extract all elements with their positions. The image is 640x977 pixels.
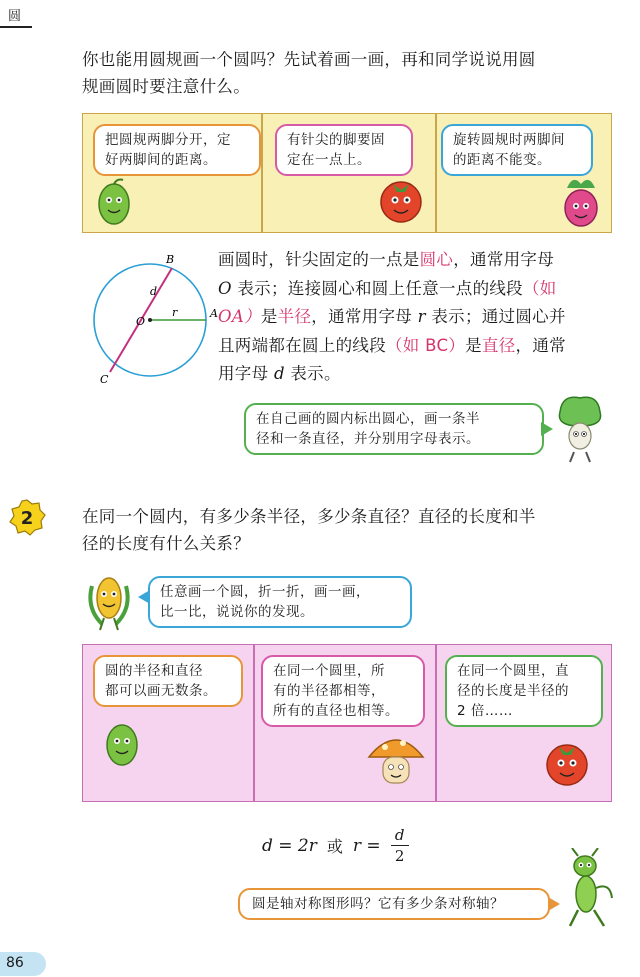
task-bubble bbox=[244, 403, 544, 455]
finding-3-line-3: 2 倍…… bbox=[457, 703, 513, 719]
definition-text: ，通常用字母 bbox=[311, 307, 418, 326]
formula-or: 或 bbox=[326, 837, 343, 857]
final-question-bubble bbox=[238, 888, 550, 920]
chapter-tab-label: 圆 bbox=[8, 9, 22, 24]
intro-line-1: 你也能用圆规画一个圆吗？先试着画一画，再和同学说说用圆 bbox=[82, 50, 536, 69]
finding-bubble-2 bbox=[261, 655, 425, 727]
formula-rhs-left: r = bbox=[352, 835, 381, 856]
label-d: d bbox=[150, 285, 158, 298]
formula-lhs: d = 2r bbox=[262, 835, 317, 856]
hint-line-2: 比一比，说说你的发现。 bbox=[160, 604, 314, 620]
question-2-line-1: 在同一个圆内，有多少条半径，多少条直径？直径的长度和半 bbox=[82, 507, 536, 526]
letter-d: d bbox=[273, 364, 285, 383]
definition-text: 是 bbox=[260, 307, 278, 326]
tomato-character-icon bbox=[537, 733, 597, 793]
tip-2-line-1: 有针尖的脚要固 bbox=[287, 132, 385, 148]
label-O: O bbox=[136, 315, 146, 328]
tomato-character-icon bbox=[371, 170, 429, 230]
finding-3-line-2: 径的长度是半径的 bbox=[457, 683, 569, 699]
term-radius: 半径 bbox=[277, 307, 312, 326]
mango-character-icon bbox=[89, 174, 139, 230]
definition-text: ，通常 bbox=[515, 335, 566, 355]
mushroom-character-icon bbox=[363, 729, 429, 797]
definition-text: 表示。 bbox=[284, 364, 341, 383]
fraction-bar bbox=[391, 845, 409, 846]
diameter-radius-formula bbox=[262, 826, 409, 865]
tip-3-line-2: 的距离不能变。 bbox=[453, 152, 551, 168]
panel-divider bbox=[435, 645, 437, 801]
question-2-line-2: 径的长度有什么关系？ bbox=[82, 534, 250, 553]
example-open: （如 bbox=[522, 278, 557, 298]
letter-r: r bbox=[417, 307, 426, 326]
tip-1-line-1: 把圆规两脚分开，定 bbox=[105, 132, 231, 148]
tip-bubble-2 bbox=[275, 124, 413, 176]
finding-1-line-2: 都可以画无数条。 bbox=[105, 683, 217, 699]
finding-bubble-3 bbox=[445, 655, 603, 727]
label-A: A bbox=[210, 307, 218, 320]
finding-3-line-1: 在同一个圆里，直 bbox=[457, 663, 569, 679]
tip-bubble-1 bbox=[93, 124, 261, 176]
definition-paragraph bbox=[218, 246, 618, 389]
finding-2-line-1: 在同一个圆里，所 bbox=[273, 663, 385, 679]
corn-character-icon bbox=[82, 568, 136, 632]
question-number-badge bbox=[8, 498, 46, 536]
lettuce-character-icon bbox=[552, 392, 608, 464]
definition-text: 是 bbox=[465, 335, 482, 355]
definition-text: 画圆时，针尖固定的一点是 bbox=[218, 250, 420, 269]
intro-line-2: 规画圆时要注意什么。 bbox=[82, 77, 250, 96]
grasshopper-character-icon bbox=[558, 848, 616, 928]
tip-bubble-3 bbox=[441, 124, 593, 176]
task-line-1: 在自己画的圆内标出圆心，画一条半 bbox=[256, 411, 480, 427]
page-number-text: 86 bbox=[6, 955, 24, 971]
definition-line-2 bbox=[218, 275, 618, 304]
hint-line-1: 任意画一个圆，折一折，画一画， bbox=[160, 584, 370, 600]
definition-text: ，通常用字母 bbox=[453, 250, 555, 269]
question-2-text bbox=[82, 503, 622, 557]
question-number: 2 bbox=[20, 508, 34, 529]
mango-character-icon bbox=[97, 715, 147, 773]
chapter-tab bbox=[0, 0, 32, 28]
definition-text: 用字母 bbox=[218, 364, 274, 383]
center-point bbox=[148, 318, 152, 322]
term-diameter: 直径 bbox=[481, 335, 516, 355]
label-C: C bbox=[100, 373, 109, 386]
fraction-numerator: d bbox=[394, 826, 405, 844]
findings-panel bbox=[82, 644, 612, 802]
radish-character-icon bbox=[553, 174, 609, 232]
page-number bbox=[0, 952, 46, 976]
formula-fraction bbox=[391, 826, 409, 865]
finding-2-line-3: 所有的直径也相等。 bbox=[273, 703, 399, 719]
circle-diagram bbox=[70, 250, 220, 390]
finding-2-line-2: 有的半径都相等， bbox=[273, 683, 385, 699]
definition-line-1 bbox=[218, 246, 618, 275]
tip-1-line-2: 好两脚间的距离。 bbox=[105, 152, 217, 168]
example-BC: （如 BC） bbox=[386, 335, 466, 355]
definition-line-4 bbox=[218, 332, 618, 361]
tips-panel bbox=[82, 113, 612, 233]
definition-line-5 bbox=[218, 360, 618, 389]
panel-divider bbox=[261, 114, 263, 232]
hint-bubble bbox=[148, 576, 412, 628]
task-line-2: 径和一条直径，并分别用字母表示。 bbox=[256, 431, 480, 447]
label-B: B bbox=[166, 253, 175, 266]
panel-divider bbox=[253, 645, 255, 801]
term-center: 圆心 bbox=[419, 250, 454, 269]
intro-paragraph bbox=[82, 46, 622, 100]
definition-text: 表示；连接圆心和圆上任意一点的线段 bbox=[231, 278, 523, 298]
tip-3-line-1: 旋转圆规时两脚间 bbox=[453, 132, 565, 148]
finding-bubble-1 bbox=[93, 655, 243, 707]
letter-O: O bbox=[218, 278, 232, 298]
tip-2-line-2: 定在一点上。 bbox=[287, 152, 371, 168]
finding-1-line-1: 圆的半径和直径 bbox=[105, 663, 203, 679]
definition-text: 表示；通过圆心并 bbox=[425, 307, 566, 326]
fraction-denominator: 2 bbox=[394, 847, 405, 866]
final-question-text: 圆是轴对称图形吗？它有多少条对称轴？ bbox=[252, 896, 504, 912]
panel-divider bbox=[435, 114, 437, 232]
definition-text: 且两端都在圆上的线段 bbox=[218, 335, 386, 355]
label-r: r bbox=[172, 306, 178, 319]
definition-line-3 bbox=[218, 303, 618, 332]
example-OA: OA） bbox=[218, 307, 261, 326]
